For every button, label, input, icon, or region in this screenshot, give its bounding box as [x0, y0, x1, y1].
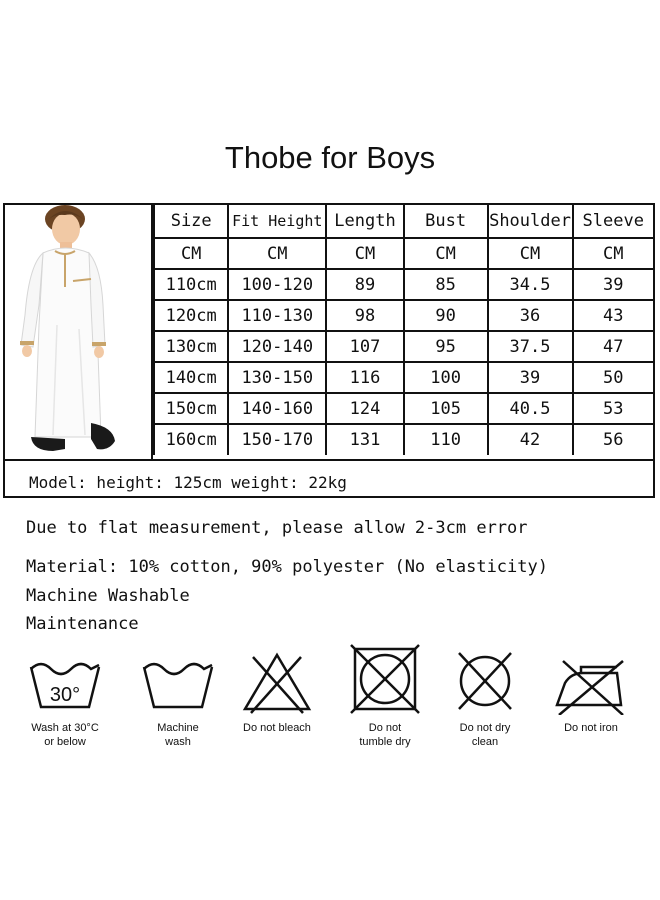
table-cell: 85	[404, 269, 488, 300]
table-cell: 124	[326, 393, 404, 424]
care-label: Do not dry clean	[459, 722, 511, 748]
care-item-no-bleach	[222, 643, 332, 735]
table-cell: 90	[404, 300, 488, 331]
unit-cell: CM	[404, 238, 488, 269]
table-cell: 42	[488, 424, 573, 455]
care-item-no-tumble-dry	[330, 643, 440, 749]
table-cell: 120cm	[154, 300, 228, 331]
table-cell: 116	[326, 362, 404, 393]
care-label: Wash at 30°C or below	[31, 722, 99, 748]
material-note: Material: 10% cotton, 90% polyester (No elasticity)	[26, 557, 548, 577]
header-sleeve: Sleeve	[573, 205, 654, 238]
table-cell: 50	[573, 362, 654, 393]
table-cell: 34.5	[488, 269, 573, 300]
table-row	[154, 269, 653, 300]
unit-cell: CM	[488, 238, 573, 269]
table-row	[154, 424, 653, 455]
table-cell: 140-160	[228, 393, 326, 424]
care-item-wash-30	[10, 643, 120, 749]
no-tumble-dry-icon	[345, 643, 425, 715]
table-cell: 105	[404, 393, 488, 424]
table-cell: 100-120	[228, 269, 326, 300]
wash-temp-text: 30°	[49, 684, 81, 706]
table-cell: 107	[326, 331, 404, 362]
table-cell: 110	[404, 424, 488, 455]
care-item-machine-wash	[123, 643, 233, 749]
model-measurements: Model: height: 125cm weight: 22kg	[5, 459, 653, 496]
maintenance-heading: Maintenance	[26, 614, 139, 634]
page-title: Thobe for Boys	[224, 140, 436, 175]
header-row	[154, 205, 653, 238]
table-cell: 89	[326, 269, 404, 300]
boy-thobe-illustration	[5, 205, 151, 457]
table-cell: 131	[326, 424, 404, 455]
header-size: Size	[154, 205, 228, 238]
care-label: Machine wash	[157, 722, 199, 748]
table-cell: 160cm	[154, 424, 228, 455]
washable-note: Machine Washable	[26, 586, 190, 606]
unit-cell: CM	[573, 238, 654, 269]
table-cell: 37.5	[488, 331, 573, 362]
care-label: Do not iron	[564, 722, 618, 734]
care-label: Do not bleach	[243, 722, 311, 734]
size-chart	[3, 203, 655, 498]
table-cell: 98	[326, 300, 404, 331]
table-row	[154, 331, 653, 362]
table-row	[154, 362, 653, 393]
table-cell: 110cm	[154, 269, 228, 300]
table-cell: 43	[573, 300, 654, 331]
header-bust: Bust	[404, 205, 488, 238]
table-row	[154, 393, 653, 424]
unit-row	[154, 238, 653, 269]
table-cell: 130-150	[228, 362, 326, 393]
table-cell: 39	[573, 269, 654, 300]
wash-30-icon	[25, 643, 105, 715]
table-cell: 110-130	[228, 300, 326, 331]
table-cell: 40.5	[488, 393, 573, 424]
table-cell: 53	[573, 393, 654, 424]
table-cell: 39	[488, 362, 573, 393]
machine-wash-icon	[138, 643, 218, 715]
unit-cell: CM	[326, 238, 404, 269]
no-iron-icon	[551, 643, 631, 715]
table-cell: 47	[573, 331, 654, 362]
table-cell: 56	[573, 424, 654, 455]
table-cell: 95	[404, 331, 488, 362]
table-cell: 120-140	[228, 331, 326, 362]
table-cell: 150cm	[154, 393, 228, 424]
header-length: Length	[326, 205, 404, 238]
table-cell: 140cm	[154, 362, 228, 393]
model-photo	[5, 205, 153, 459]
care-instructions	[0, 643, 660, 763]
table-cell: 130cm	[154, 331, 228, 362]
care-item-no-iron	[536, 643, 646, 735]
care-item-no-dry-clean	[430, 643, 540, 749]
table-row	[154, 300, 653, 331]
no-dry-clean-icon	[445, 643, 525, 715]
measurement-note: Due to flat measurement, please allow 2-3cm error	[26, 518, 528, 538]
unit-cell: CM	[154, 238, 228, 269]
header-fit-height: Fit Height	[228, 205, 326, 238]
size-table	[153, 205, 653, 455]
table-cell: 150-170	[228, 424, 326, 455]
no-bleach-icon	[237, 643, 317, 715]
table-cell: 100	[404, 362, 488, 393]
table-cell: 36	[488, 300, 573, 331]
header-shoulder: Shoulder	[488, 205, 573, 238]
unit-cell: CM	[228, 238, 326, 269]
care-label: Do not tumble dry	[359, 722, 411, 748]
